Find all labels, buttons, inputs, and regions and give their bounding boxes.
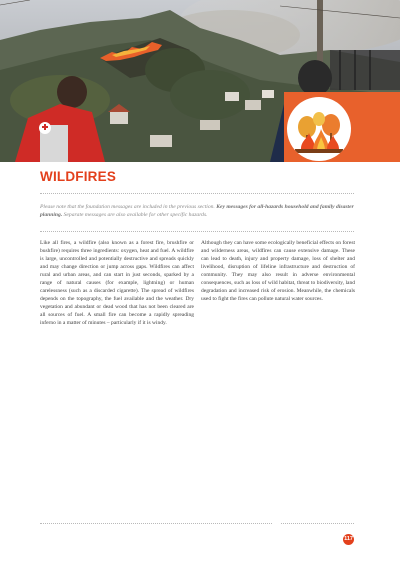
intro-note (40, 203, 356, 219)
footer-divider-left (40, 523, 272, 524)
body-column-left: Like all fires, a wildfire (also known as a forest fire, brushfire or bushfire) requires three ingredients: oxygen, heat and fuel. A wildfire is large, uncontrolled and potentially destructive and spreads quickly and may change direction or jump across gaps. Wildfires can affect rural and urban areas, and can start in just seconds, sparked by a range of natural causes (for example, lightning) or human carelessness (such as a discarded cigarette). The spread of wildfires depends on the topography, the fuel available and the weather. Dry vegetation and abundant or dead wood that has not been cleared are all sources of fuel. A small fire can become a rapidly spreading inferno in a matter of minutes – particularly if it is windy. (40, 240, 194, 327)
note-intro: Please note that the foundation messages are included in the previous section. (40, 204, 217, 210)
page-title: WILDFIRES (40, 169, 117, 184)
title-divider (40, 193, 354, 194)
page-number: 117 (343, 534, 354, 545)
note-emphasis: Key messages for all-hazards household and family disaster planning. (40, 204, 354, 219)
note-outro: Separate messages are also available for other specific hazards. (62, 212, 208, 219)
body-column-right: Although they can have some ecologically beneficial effects on forest and wilderness areas, wildfires can cause extensive damage. These can lead to death, injury and property damage, loss of shelter and livelihood, disruption of lifeline infrastructure and destruction of community. They may also result in adverse environmental consequences, such as loss of wild habitat, threat to biodiversity, land degradation and increased risk of erosion. Meanwhile, the chemicals used to fight the fires can pollute natural water sources. (201, 240, 355, 303)
footer-divider-right (281, 523, 354, 524)
wildfire-icon (287, 97, 351, 161)
note-divider (40, 231, 354, 232)
